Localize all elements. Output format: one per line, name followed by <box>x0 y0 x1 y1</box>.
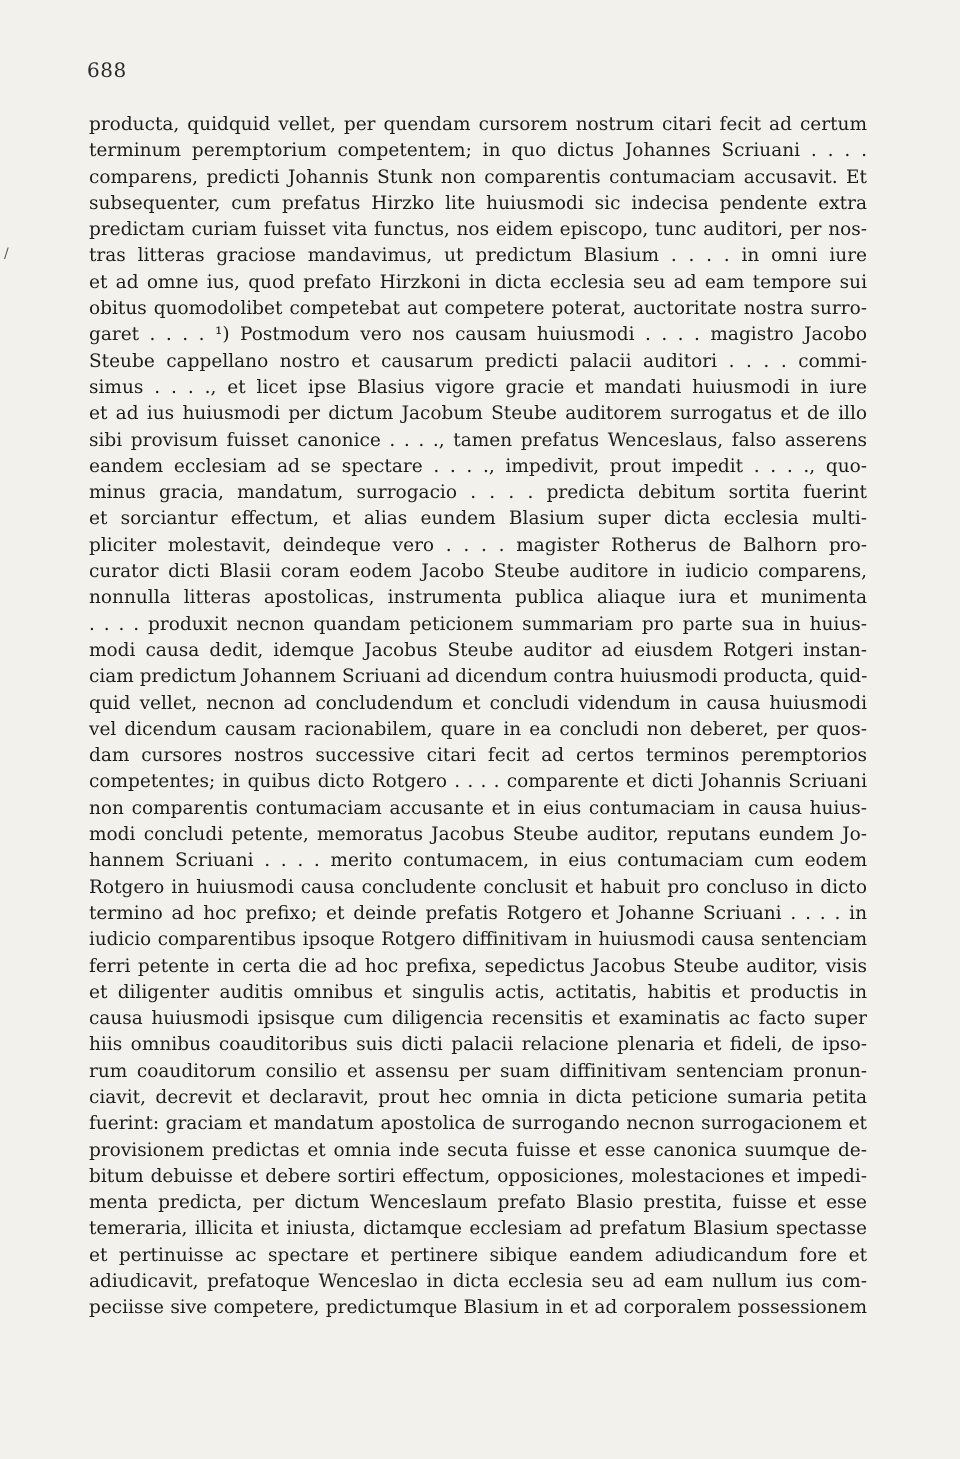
text-line: garet . . . . ¹) Postmodum vero nos causam huiusmodi . . . . magistro Jacobo <box>89 324 867 346</box>
text-line: nonnulla litteras apostolicas, instrumenta publica aliaque iura et munimenta <box>89 587 867 609</box>
text-line: modi concludi petente, memoratus Jacobus Steube auditor, reputans eundem Jo- <box>89 824 867 846</box>
text-line: peciisse sive competere, predictumque Blasium in et ad corporalem possessionem <box>89 1297 867 1319</box>
text-line: hiis omnibus coauditoribus suis dicti palacii relacione plenaria et fideli, de ipso- <box>89 1034 867 1056</box>
text-line: curator dicti Blasii coram eodem Jacobo Steube auditore in iudicio comparens, <box>89 561 867 583</box>
text-line: Rotgero in huiusmodi causa concludente conclusit et habuit pro concluso in dicto <box>89 876 867 898</box>
text-line: ciam predictum Johannem Scriuani ad dicendum contra huiusmodi producta, quid- <box>89 666 868 688</box>
text-line: menta predicta, per dictum Wenceslaum prefato Blasio prestita, fuisse et esse <box>89 1192 867 1214</box>
text-line: termino ad hoc prefixo; et deinde prefatis Rotgero et Johanne Scriuani . . . . in <box>89 902 867 924</box>
text-line: non comparentis contumaciam accusante et in eius contumaciam in causa huius- <box>89 797 867 819</box>
text-line: fuerint: graciam et mandatum apostolica de surrogando necnon surrogacionem et <box>89 1113 867 1135</box>
text-line: tras litteras graciose mandavimus, ut predictum Blasium . . . . in omni iure <box>89 245 867 267</box>
margin-mark: / <box>4 246 9 262</box>
text-line: et ad omne ius, quod prefato Hirzkoni in dicta ecclesia seu ad eam tempore sui <box>89 271 867 293</box>
text-line: bitum debuisse et debere sortiri effectum, opposiciones, molestaciones et impedi- <box>89 1165 867 1187</box>
text-line: et pertinuisse ac spectare et pertinere sibique eandem adiudicandum fore et <box>89 1244 867 1266</box>
text-line: modi causa dedit, idemque Jacobus Steube auditor ad eiusdem Rotgeri instan- <box>89 639 867 661</box>
text-line: quid vellet, necnon ad concludendum et concludi videndum in causa huiusmodi <box>89 692 867 714</box>
text-line: ferri petente in certa die ad hoc prefixa, sepedictus Jacobus Steube auditor, visis <box>89 955 867 977</box>
text-line: terminum peremptorium competentem; in quo dictus Johannes Scriuani . . . . <box>89 140 867 162</box>
text-line: et sorciantur effectum, et alias eundem Blasium super dicta ecclesia multi- <box>89 508 867 530</box>
text-line: iudicio comparentibus ipsoque Rotgero diffinitivam in huiusmodi causa sentenciam <box>89 929 867 951</box>
text-line: et diligenter auditis omnibus et singulis actis, actitatis, habitis et productis in <box>89 981 867 1003</box>
text-line: causa huiusmodi ipsisque cum diligencia recensitis et examinatis ac facto super <box>89 1008 867 1030</box>
text-line: eandem ecclesiam ad se spectare . . . ., impedivit, prout impedit . . . ., quo- <box>89 455 867 477</box>
text-line: producta, quidquid vellet, per quendam cursorem nostrum citari fecit ad certum <box>89 114 867 135</box>
text-line: pliciter molestavit, deindeque vero . . . . magister Rotherus de Balhorn pro- <box>89 534 867 556</box>
text-line: hannem Scriuani . . . . merito contumacem, in eius contumaciam cum eodem <box>89 850 867 872</box>
text-line: simus . . . ., et licet ipse Blasius vigore gracie et mandati huiusmodi in iure <box>89 376 867 398</box>
text-line: et ad ius huiusmodi per dictum Jacobum Steube auditorem surrogatus et de illo <box>89 403 867 425</box>
text-line: rum coauditorum consilio et assensu per suam diffinitivam sentenciam pronun- <box>89 1060 867 1082</box>
text-line: obitus quomodolibet competebat aut competere poterat, auctoritate nostra surro- <box>89 298 867 320</box>
text-line: comparens, predicti Johannis Stunk non comparentis contumaciam accusavit. Et <box>89 166 867 188</box>
text-line: provisionem predictas et omnia inde secuta fuisse et esse canonica suumque de- <box>89 1139 867 1161</box>
text-line: Steube cappellano nostro et causarum predicti palacii auditori . . . . commi- <box>89 350 867 372</box>
text-line: vel dicendum causam racionabilem, quare in ea concludi non deberet, per quos- <box>89 718 867 740</box>
text-line: minus gracia, mandatum, surrogacio . . . . predicta debitum sortita fuerint <box>89 482 867 504</box>
text-line: . . . . produxit necnon quandam peticionem summariam pro parte sua in huius- <box>89 613 867 635</box>
text-line: temeraria, illicita et iniusta, dictamque ecclesiam ad prefatum Blasium spectasse <box>89 1218 867 1240</box>
text-line: adiudicavit, prefatoque Wenceslao in dicta ecclesia seu ad eam nullum ius com- <box>89 1271 867 1293</box>
text-line: subsequenter, cum prefatus Hirzko lite huiusmodi sic indecisa pendente extra <box>89 192 867 214</box>
text-line: sibi provisum fuisset canonice . . . ., tamen prefatus Wenceslaus, falso asserens <box>89 429 867 451</box>
text-line: ciavit, decrevit et declaravit, prout hec omnia in dicta peticione sumaria petita <box>89 1086 867 1108</box>
text-line: competentes; in quibus dicto Rotgero . . . . comparente et dicti Johannis Scriuani <box>89 771 867 793</box>
text-line: dam cursores nostros successive citari fecit ad certos terminos peremptorios <box>89 745 867 767</box>
text-line: predictam curiam fuisset vita functus, nos eidem episcopo, tunc auditori, per nos- <box>89 219 867 241</box>
body-text <box>89 112 867 1322</box>
page-number: 688 <box>87 58 127 82</box>
